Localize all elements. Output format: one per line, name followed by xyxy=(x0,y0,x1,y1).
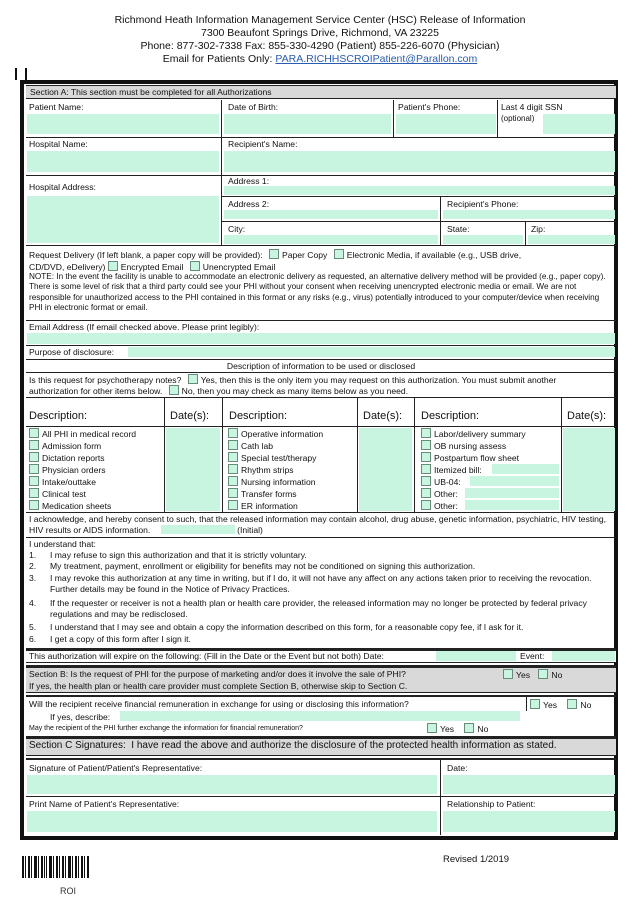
item-label: Medication sheets xyxy=(42,501,112,511)
encrypted-email-label: Encrypted Email xyxy=(120,262,184,272)
item-number: 5. xyxy=(29,622,37,632)
section-b-note: If yes, the health plan or health care provider must complete Section B, otherwise skip to Section C. xyxy=(29,681,408,691)
purpose-field[interactable] xyxy=(128,347,615,357)
describe-field[interactable] xyxy=(120,711,520,721)
zip-label: Zip: xyxy=(531,224,546,234)
address2-field[interactable] xyxy=(224,210,438,219)
desc-header-1: Description: xyxy=(29,410,88,422)
item-label: Other: xyxy=(434,489,458,499)
consent-text xyxy=(29,514,614,535)
marketing-no-label: No xyxy=(551,670,563,680)
recipient-name-field[interactable] xyxy=(224,151,615,172)
recipient-phone-field[interactable] xyxy=(443,210,615,219)
relationship-field[interactable] xyxy=(443,811,615,832)
barcode xyxy=(22,856,90,878)
psych-row-2 xyxy=(29,385,408,397)
section-b-options xyxy=(503,669,562,681)
address1-label: Address 1: xyxy=(228,176,270,186)
further-no-label: No xyxy=(477,724,489,734)
item-checkbox[interactable] xyxy=(228,488,238,498)
ssn-field[interactable] xyxy=(543,114,615,134)
remuneration-options xyxy=(530,699,591,711)
patient-name-field[interactable] xyxy=(27,114,219,134)
item-label: Admission form xyxy=(42,441,102,451)
encrypted-email-checkbox[interactable] xyxy=(108,261,118,271)
further-no-checkbox[interactable] xyxy=(464,723,474,733)
item-number: 2. xyxy=(29,561,37,571)
item-label: Postpartum flow sheet xyxy=(434,453,520,463)
item-number: 3. xyxy=(29,573,37,583)
item-checkbox[interactable] xyxy=(421,464,431,474)
unencrypted-email-label: Unencrypted Email xyxy=(202,262,276,272)
print-name-label: Print Name of Patient's Representative: xyxy=(29,799,180,809)
hospital-address-label: Hospital Address: xyxy=(29,182,96,192)
item-checkbox[interactable] xyxy=(421,500,431,510)
expire-date-field[interactable] xyxy=(436,651,516,661)
revised-date: Revised 1/2019 xyxy=(443,854,510,865)
ssn-label: Last 4 digit SSN xyxy=(501,102,563,112)
further-yes-label: Yes xyxy=(440,724,455,734)
dates-field-2[interactable] xyxy=(359,428,412,511)
roi-label: ROI xyxy=(60,886,77,896)
understand-lead: I understand that: xyxy=(29,539,96,549)
item-checkbox[interactable] xyxy=(228,428,238,438)
info-title: Description of information to be used or disclosed xyxy=(226,361,416,371)
address2-label: Address 2: xyxy=(228,199,270,209)
signature-field[interactable] xyxy=(27,775,437,794)
dates-header-3: Date(s): xyxy=(567,410,607,422)
state-field[interactable] xyxy=(443,235,523,244)
hospital-name-field[interactable] xyxy=(27,151,219,172)
item-label: Nursing information xyxy=(241,477,316,487)
remun-no-label: No xyxy=(580,700,592,710)
psych-yes-label: Yes, then this is the only item you may request on this authorization. You must submit another xyxy=(200,375,557,385)
desc-header-2: Description: xyxy=(229,410,288,422)
print-name-field[interactable] xyxy=(27,811,437,832)
item-label: Intake/outtake xyxy=(42,477,96,487)
item-label: Other: xyxy=(434,501,458,511)
phone-line: Phone: 877-302-7338 Fax: 855-330-4290 (Patient) 855-226-6070 (Physician) xyxy=(140,40,500,52)
corner-mark xyxy=(15,68,27,80)
address-line: 7300 Beaufont Springs Drive, Richmond, VA 23225 xyxy=(201,27,439,39)
recipient-phone-label: Recipient's Phone: xyxy=(447,199,519,209)
section-c-statement: I have read the above and authorize the disclosure of the protected health information as stated. xyxy=(131,740,557,751)
dates-field-1[interactable] xyxy=(166,428,220,511)
item-label: Operative information xyxy=(241,429,324,439)
initial-label: (Initial) xyxy=(237,524,263,535)
email-link[interactable]: PARA.RICHHSCROIPatient@Parallon.com xyxy=(275,53,478,65)
address1-field[interactable] xyxy=(224,186,615,195)
remuneration-question: Will the recipient receive financial remuneration in exchange for using or disclosing this information? xyxy=(29,699,409,709)
patient-phone-label: Patient's Phone: xyxy=(398,102,461,112)
city-label: City: xyxy=(228,224,246,234)
item-checkbox[interactable] xyxy=(29,452,39,462)
dates-header-2: Date(s): xyxy=(363,410,403,422)
item-checkbox[interactable] xyxy=(29,428,39,438)
section-c-label: Section C Signatures: xyxy=(29,740,126,751)
understand-item: I get a copy of this form after I sign it. xyxy=(50,634,191,644)
psych-question: Is this request for psychotherapy notes? xyxy=(29,375,182,385)
info-col-2 xyxy=(228,428,323,512)
item-checkbox[interactable] xyxy=(421,428,431,438)
item-checkbox[interactable] xyxy=(421,476,431,486)
delivery-lead: Request Delivery (If left blank, a paper copy will be provided): xyxy=(29,250,263,260)
remun-yes-checkbox[interactable] xyxy=(530,699,540,709)
item-label: Rhythm strips xyxy=(241,465,294,475)
section-c-title xyxy=(29,741,557,752)
psych-no-checkbox[interactable] xyxy=(169,385,179,395)
further-exchange-question: May the recipient of the PHI further exchange the information for financial remuneration? xyxy=(29,725,303,732)
relationship-label: Relationship to Patient: xyxy=(447,799,536,809)
purpose-label: Purpose of disclosure: xyxy=(29,347,115,357)
signature-date-field[interactable] xyxy=(443,775,615,794)
item-number: 6. xyxy=(29,634,37,644)
other-field-2[interactable] xyxy=(465,500,559,510)
date-label: Date: xyxy=(447,763,468,773)
item-number: 1. xyxy=(29,550,37,560)
item-label: Special test/therapy xyxy=(241,453,317,463)
form-title: Richmond Heath Information Management Service Center (HSC) Release of Information xyxy=(114,14,526,26)
info-col-1 xyxy=(29,428,136,512)
item-checkbox[interactable] xyxy=(29,488,39,498)
psych-yes-cont: authorization for other items below. xyxy=(29,386,163,396)
unencrypted-email-checkbox[interactable] xyxy=(190,261,200,271)
dates-header-1: Date(s): xyxy=(170,410,210,422)
item-checkbox[interactable] xyxy=(29,500,39,510)
expire-event-field[interactable] xyxy=(552,651,615,661)
email-label: Email for Patients Only: xyxy=(162,53,273,65)
item-checkbox[interactable] xyxy=(228,500,238,510)
remun-yes-label: Yes xyxy=(543,700,558,710)
dob-field[interactable] xyxy=(224,114,391,134)
dob-label: Date of Birth: xyxy=(228,102,279,112)
cd-label: CD/DVD, eDelivery) xyxy=(29,262,106,272)
understand-item: I may revoke this authorization at any time in writing, but if I do, it will not have any affect on any actions taken prior to receiving the revocation. Further details may be found in the Notice of Privacy Practices. xyxy=(50,573,592,594)
paper-copy-checkbox[interactable] xyxy=(269,249,279,259)
expire-event-label: Event: xyxy=(520,651,545,661)
item-label: ER information xyxy=(241,501,298,511)
item-checkbox[interactable] xyxy=(228,452,238,462)
item-checkbox[interactable] xyxy=(29,464,39,474)
psych-row xyxy=(29,374,556,386)
section-a-title: Section A: This section must be completed for all Authorizations xyxy=(30,87,272,97)
item-label: Transfer forms xyxy=(241,489,297,499)
hospital-address-field[interactable] xyxy=(27,196,219,243)
item-label: Cath lab xyxy=(241,441,274,451)
desc-header-3: Description: xyxy=(421,410,480,422)
state-label: State: xyxy=(447,224,470,234)
item-label: Clinical test xyxy=(42,489,86,499)
item-checkbox[interactable] xyxy=(421,452,431,462)
understand-item: I understand that I may see and obtain a copy the information described on this form, for a reasonable copy fee, if I ask for it. xyxy=(50,622,524,632)
item-checkbox[interactable] xyxy=(421,440,431,450)
initial-field[interactable] xyxy=(161,525,235,534)
consent-statement: I acknowledge, and hereby consent to such, that the released information may contain alcohol, drug abuse, genetic information, psychiatric, HIV testing, HIV results or AIDS information. xyxy=(29,514,607,535)
understand-item: My treatment, payment, enrollment or eligibility for benefits may not be conditioned on signing this authorization. xyxy=(50,561,476,571)
zip-field[interactable] xyxy=(528,235,615,244)
item-label: Labor/delivery summary xyxy=(434,429,526,439)
understand-item: I may refuse to sign this authorization and that it is strictly voluntary. xyxy=(50,550,307,560)
item-checkbox[interactable] xyxy=(421,488,431,498)
other-field-1[interactable] xyxy=(465,488,559,498)
understand-item: If the requester or receiver is not a health plan or health care provider, the released information may no longer be protected by federal privacy regulations and may be redisclosed. xyxy=(50,598,587,619)
item-label: Dictation reports xyxy=(42,453,105,463)
city-field[interactable] xyxy=(224,235,438,244)
item-checkbox[interactable] xyxy=(228,440,238,450)
item-label: All PHI in medical record xyxy=(42,429,137,439)
item-checkbox[interactable] xyxy=(228,464,238,474)
electronic-media-label: Electronic Media, if available (e.g., USB drive, xyxy=(346,250,522,260)
describe-label: If yes, describe: xyxy=(50,712,111,722)
item-checkbox[interactable] xyxy=(29,440,39,450)
email-address-label: Email Address (If email checked above. Please print legibly): xyxy=(29,322,260,332)
patient-name-label: Patient Name: xyxy=(29,102,84,112)
marketing-yes-checkbox[interactable] xyxy=(503,669,513,679)
dates-field-3[interactable] xyxy=(563,428,615,511)
email-line xyxy=(0,53,640,66)
item-checkbox[interactable] xyxy=(228,476,238,486)
electronic-note: NOTE: In the event the facility is unable to accommodate an electronic delivery as requested, an alternative delivery method will be provided (e.g., paper copy). There is some level of risk that a third party could see your PHI without your consent when receiving unencrypted electronic media or email. We are not responsible for unauthorized access to the PHI contained in this format or any risks (e.g., virus) potentially introduced to your computer/device when receiving PHI in electronic format or email. xyxy=(29,272,606,312)
item-label: UB-04: xyxy=(434,477,461,487)
psych-no-label: No, then you may check as many items below as you need. xyxy=(181,386,409,396)
item-checkbox[interactable] xyxy=(29,476,39,486)
item-number: 4. xyxy=(29,598,37,608)
psych-yes-checkbox[interactable] xyxy=(188,374,198,384)
hospital-name-label: Hospital Name: xyxy=(29,139,88,149)
expire-label: This authorization will expire on the following: (Fill in the Date or the Event but not both) Date: xyxy=(29,651,384,661)
ub04-field[interactable] xyxy=(470,476,559,486)
marketing-yes-label: Yes xyxy=(516,670,531,680)
further-yes-checkbox[interactable] xyxy=(427,723,437,733)
itemized-bill-field[interactable] xyxy=(492,464,559,474)
section-b-question: Section B: Is the request of PHI for the purpose of marketing and/or does it involve the sale of PHI? xyxy=(29,669,406,679)
ssn-optional: (optional) xyxy=(501,114,535,123)
item-label: OB nursing assess xyxy=(434,441,507,451)
email-address-field[interactable] xyxy=(27,333,615,344)
patient-phone-field[interactable] xyxy=(396,114,496,134)
remun-no-checkbox[interactable] xyxy=(567,699,577,709)
item-label: Physician orders xyxy=(42,465,106,475)
delivery-row xyxy=(29,249,521,261)
further-exchange-options xyxy=(427,723,488,735)
paper-copy-label: Paper Copy xyxy=(281,250,328,260)
electronic-media-checkbox[interactable] xyxy=(334,249,344,259)
recipient-name-label: Recipient's Name: xyxy=(228,139,298,149)
marketing-no-checkbox[interactable] xyxy=(538,669,548,679)
signature-label: Signature of Patient/Patient's Representative: xyxy=(29,763,203,773)
delivery-row-2 xyxy=(29,261,275,273)
item-label: Itemized bill: xyxy=(434,465,482,475)
